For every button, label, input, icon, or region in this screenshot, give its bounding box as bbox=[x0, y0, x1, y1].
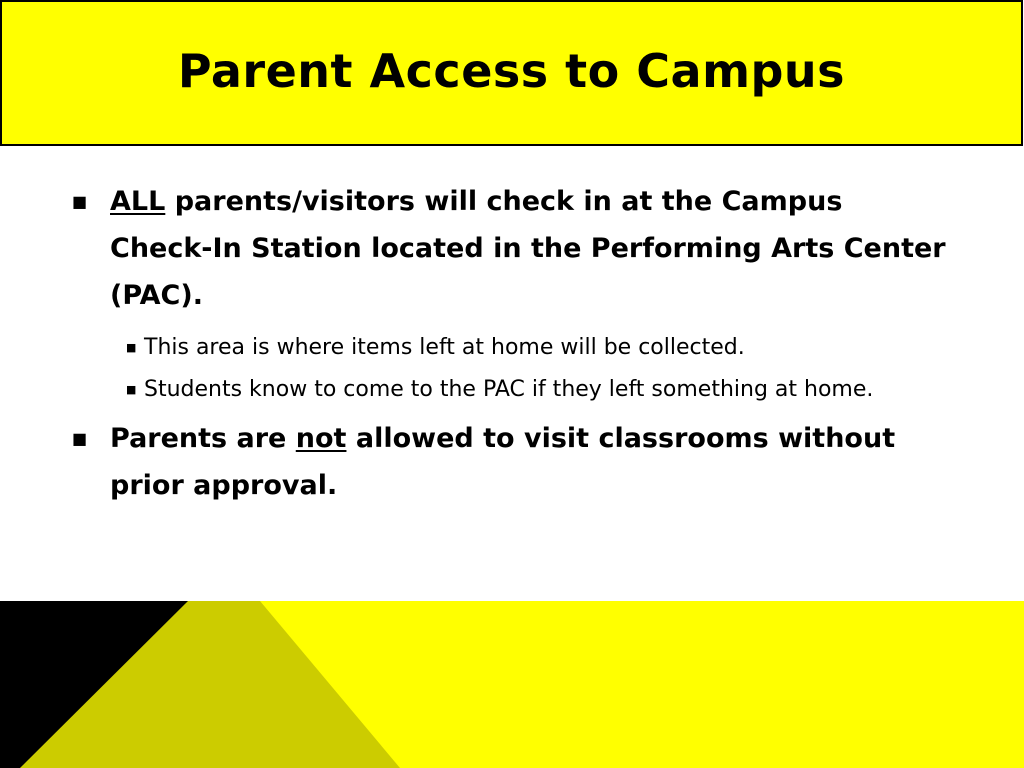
square-bullet-icon: ■ bbox=[72, 192, 88, 211]
content-area bbox=[72, 178, 952, 509]
bullet-text: parents/visitors will check in at the Campus Check-In Station located in the Performing Arts Center (PAC). bbox=[110, 186, 946, 311]
bullet-text: allowed to visit classrooms without prior approval. bbox=[110, 423, 896, 501]
square-bullet-icon: ■ bbox=[72, 429, 88, 448]
emphasis-all: ALL bbox=[110, 186, 166, 217]
slide-title: Parent Access to Campus bbox=[177, 44, 846, 98]
square-bullet-icon: ■ bbox=[126, 341, 137, 354]
bullet-item-check-in bbox=[72, 178, 952, 319]
sub-bullet-list bbox=[72, 329, 952, 409]
sub-bullet-text: Students know to come to the PAC if they left something at home. bbox=[144, 377, 874, 402]
footer-graphic bbox=[0, 601, 1024, 768]
sub-bullet-item bbox=[72, 371, 952, 409]
sub-bullet-item bbox=[72, 329, 952, 367]
bullet-item-classroom-visits bbox=[72, 415, 952, 509]
square-bullet-icon: ■ bbox=[126, 383, 137, 396]
sub-bullet-text: This area is where items left at home will be collected. bbox=[144, 335, 745, 360]
bullet-text-lead: Parents are bbox=[110, 423, 296, 454]
title-bar bbox=[0, 0, 1023, 146]
emphasis-not: not bbox=[295, 423, 347, 454]
